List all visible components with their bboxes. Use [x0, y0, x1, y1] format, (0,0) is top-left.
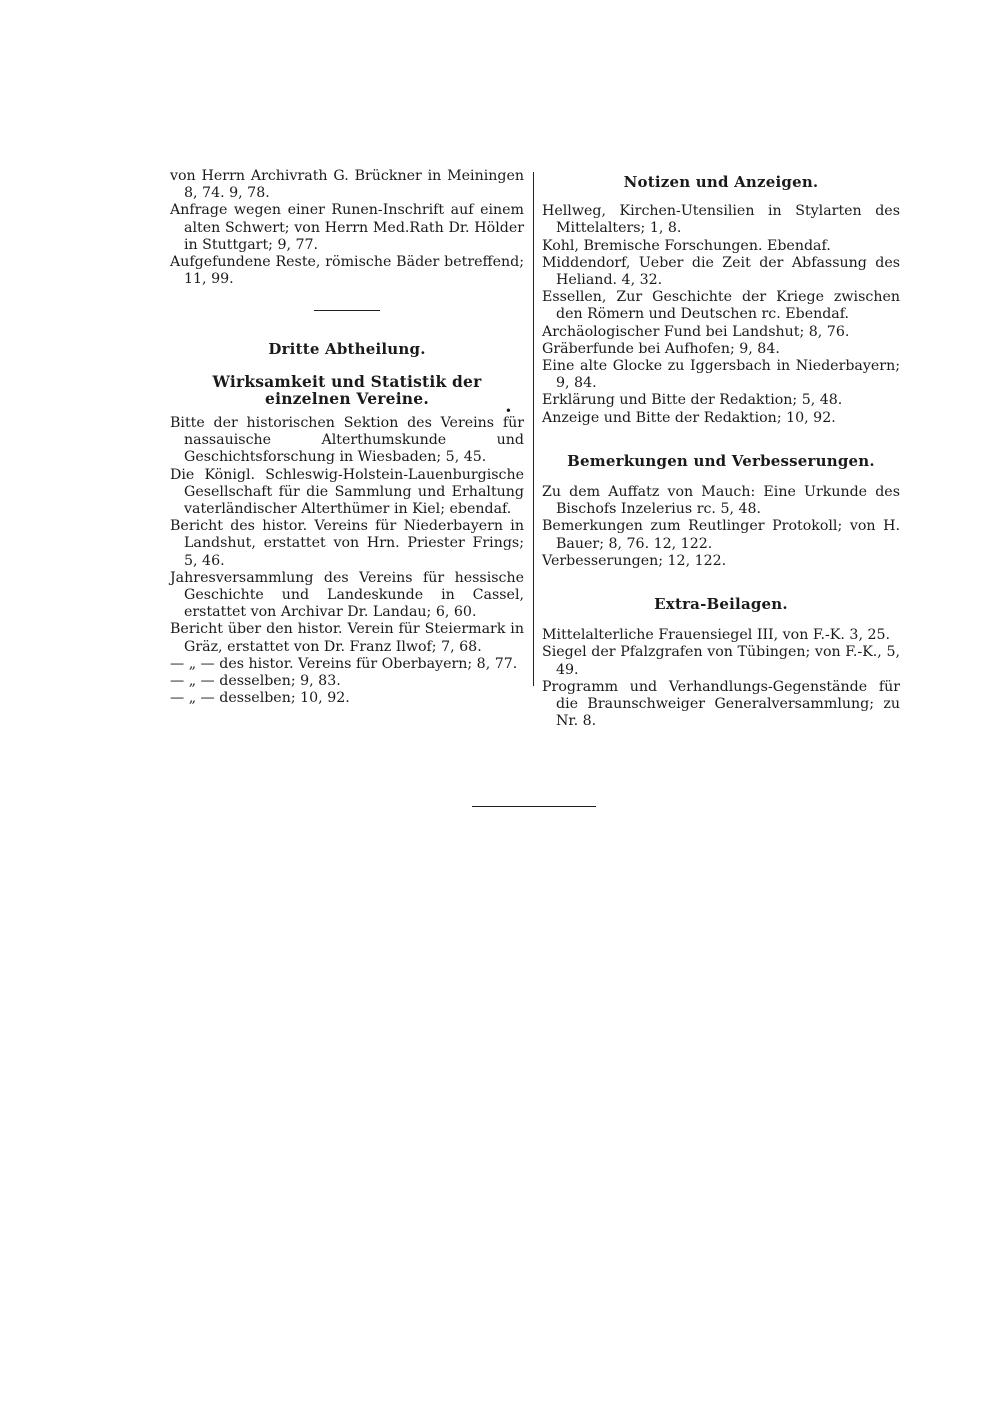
- index-entry: Middendorf, Ueber die Zeit der Abfassung des Heliand. 4, 32.: [542, 254, 900, 289]
- index-entry: Zu dem Auffatz von Mauch: Eine Urkunde des Bischofs Inzelerius rc. 5, 48.: [542, 484, 900, 518]
- remarks-heading: Bemerkungen und Verbesserungen.: [567, 451, 875, 470]
- index-entry: Anzeige und Bitte der Redaktion; 10, 92.: [542, 409, 836, 426]
- index-entry: Kohl, Bremische Forschungen. Ebendaf.: [542, 237, 831, 254]
- index-entry: — „ — desselben; 10, 92.: [170, 690, 350, 707]
- section-subheading: Wirksamkeit und Statistik der einzelnen Vereine.: [212, 371, 482, 408]
- index-entry: Siegel der Pfalzgrafen von Tübingen; von F.-K., 5, 49.: [542, 644, 900, 678]
- end-rule: [472, 806, 596, 807]
- index-entry: Anfrage wegen einer Runen-Inschrift auf einem alten Schwert; von Herrn Med.Rath Dr. Hölder in Stuttgart; 9, 77.: [170, 202, 524, 253]
- index-entry: Essellen, Zur Geschichte der Kriege zwischen den Römern und Deutschen rc. Ebendaf.: [542, 289, 900, 323]
- extras-heading: Extra-Beilagen.: [654, 595, 788, 614]
- index-entry: Erklärung und Bitte der Redaktion; 5, 48.: [542, 392, 843, 409]
- section-separator: [314, 310, 380, 311]
- index-entry: Bitte der historischen Sektion des Vereins für nassauische Alterthumskunde und Geschichtsforschung in Wiesbaden; 5, 45.: [170, 415, 524, 466]
- left-column: [170, 168, 524, 707]
- column-divider: [533, 172, 534, 686]
- index-entry: Archäologischer Fund bei Landshut; 8, 76.: [542, 323, 850, 340]
- stray-mark: •: [504, 404, 512, 419]
- index-entry: Bericht über den histor. Verein für Steiermark in Gräz, erstattet von Dr. Franz Ilwof; 7, 68.: [170, 621, 524, 655]
- index-entry: von Herrn Archivrath G. Brückner in Meiningen 8, 74. 9, 78.: [170, 168, 524, 202]
- index-entry: Verbesserungen; 12, 122.: [542, 552, 727, 569]
- index-entry: Bericht des histor. Vereins für Niederbayern in Landshut, erstattet von Hrn. Priester Frings; 5, 46.: [170, 518, 524, 569]
- section-heading: Dritte Abtheilung.: [268, 340, 426, 359]
- index-entry: Gräberfunde bei Aufhofen; 9, 84.: [542, 340, 780, 357]
- index-entry: Programm und Verhandlungs-Gegenstände für die Braunschweiger Generalversammlung; zu Nr. 8.: [542, 678, 900, 730]
- index-entry: Bemerkungen zum Reutlinger Protokoll; von H. Bauer; 8, 76. 12, 122.: [542, 518, 900, 552]
- notices-heading: Notizen und Anzeigen.: [623, 173, 819, 191]
- index-entry: Eine alte Glocke zu Iggersbach in Niederbayern; 9, 84.: [542, 358, 900, 392]
- index-entry: Die Königl. Schleswig-Holstein-Lauenburgische Gesellschaft für die Sammlung und Erhaltung vaterländischer Alterthümer in Kiel; ebendaf.: [170, 466, 524, 518]
- index-entry: Aufgefundene Reste, römische Bäder betreffend; 11, 99.: [170, 254, 524, 288]
- index-entry: Jahresversammlung des Vereins für hessische Geschichte und Landeskunde in Cassel, erstattet von Archivar Dr. Landau; 6, 60.: [170, 569, 524, 621]
- index-entry: Mittelalterliche Frauensiegel III, von F.-K. 3, 25.: [542, 627, 891, 644]
- right-column: [542, 168, 900, 730]
- index-entry: — „ — des histor. Vereins für Oberbayern; 8, 77.: [170, 655, 518, 672]
- index-entry: — „ — desselben; 9, 83.: [170, 673, 341, 690]
- index-entry: Hellweg, Kirchen-Utensilien in Stylarten des Mittelalters; 1, 8.: [542, 203, 900, 237]
